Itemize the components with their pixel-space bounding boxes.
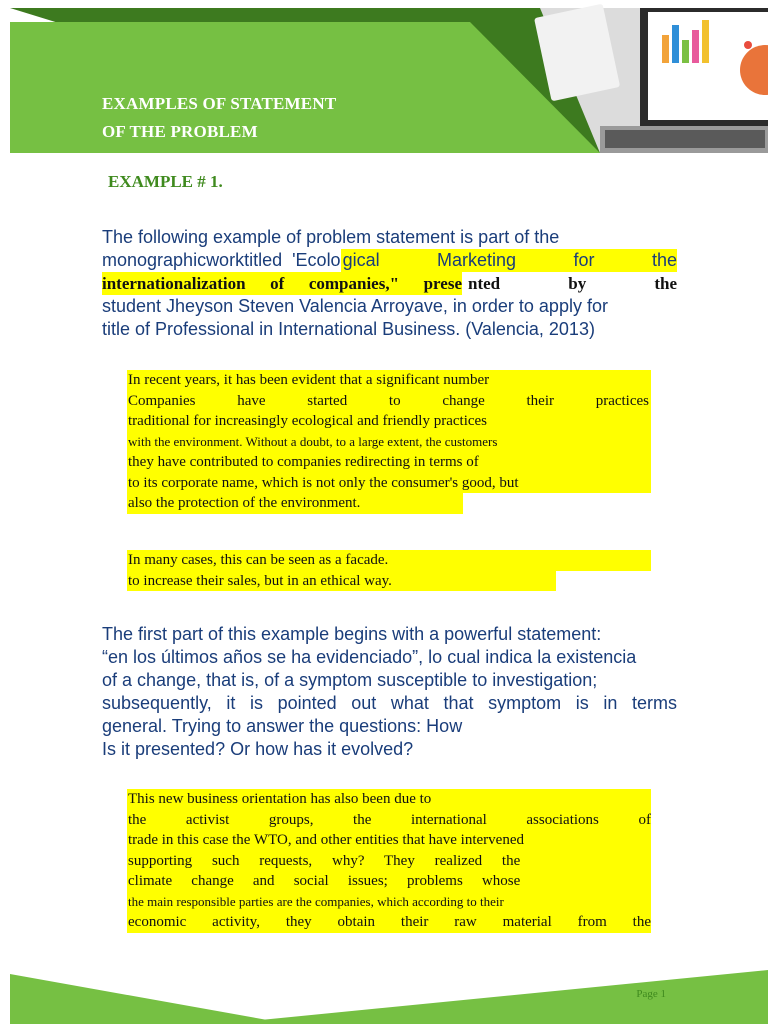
intro-line: title of Professional in International Business. (Valencia, 2013) (102, 319, 595, 339)
analysis-line (102, 692, 677, 715)
quote-line (127, 912, 651, 933)
quote-line (127, 391, 651, 412)
example-label: EXAMPLE # 1. (108, 172, 223, 191)
quote-text: supporting such requests, why? They realized the (128, 852, 521, 869)
quote-line: trade in this case the WTO, and other entities that have intervened (127, 830, 651, 851)
quote-line: to increase their sales, but in an ethical way. (127, 571, 556, 592)
analysis-paragraph (102, 623, 677, 761)
quote-line (127, 550, 651, 571)
intro-word: work (206, 250, 245, 270)
page-title-line2: OF THE PROBLEM (102, 122, 258, 141)
intro-line: student Jheyson Steven Valencia Arroyave, in order to apply for (102, 296, 608, 316)
analysis-line: “en los últimos años se ha evidenciado”, lo cual indica la existencia (102, 647, 637, 667)
highlighted-text: internationalization of companies," prese (102, 274, 462, 293)
header-banner (0, 0, 768, 160)
intro-paragraph (102, 226, 677, 341)
analysis-line: The first part of this example begins with a powerful statement: (102, 624, 602, 644)
quote-line: also the protection of the environment. (127, 493, 463, 514)
quote-text: In many cases, this can be seen as a facade. (128, 552, 389, 568)
quote-line: to its corporate name, which is not only the consumer's good, but (127, 473, 651, 494)
analysis-text: subsequently, it is pointed out what that symptom is in terms (102, 693, 677, 713)
quote-block-2 (127, 550, 651, 591)
page-title-line1: EXAMPLES OF STATEMENT (102, 94, 337, 113)
quote-line: In recent years, it has been evident that a significant number (127, 370, 651, 391)
intro-line: The following example of problem statement is part of the (102, 227, 560, 247)
quote-text: Companies have started to change their practices (128, 392, 649, 409)
quote-line (127, 851, 651, 872)
intro-word: nted by the (468, 274, 677, 293)
intro-word: 'Ecolo (292, 250, 341, 270)
quote-text: economic activity, they obtain their raw material from the (128, 914, 651, 930)
intro-line (102, 272, 677, 295)
example-heading (102, 172, 223, 192)
analysis-line: general. Trying to answer the questions: How (102, 716, 463, 736)
quote-block-1 (127, 370, 651, 514)
quote-line: they have contributed to companies redirecting in terms of (127, 452, 651, 473)
quote-line: with the environment. Without a doubt, to a large extent, the customers (127, 432, 651, 453)
analysis-line: of a change, that is, of a symptom susceptible to investigation; (102, 670, 598, 690)
quote-text: climate change and social issues; problems whose (128, 873, 521, 889)
page-number: Page 1 (636, 988, 666, 1000)
quote-line (127, 871, 651, 892)
quote-line: This new business orientation has also been due to (127, 789, 651, 810)
analysis-line: Is it presented? Or how has it evolved? (102, 739, 414, 759)
highlighted-text: gical Marketing for the (342, 250, 677, 270)
page-title (102, 90, 336, 146)
intro-line (102, 249, 677, 272)
quote-line: the main responsible parties are the companies, which according to their (127, 892, 651, 913)
intro-word: titled (244, 250, 283, 270)
quote-text: the activist groups, the international associations of (128, 811, 651, 828)
intro-word: monographic (102, 250, 207, 270)
quote-block-3 (127, 789, 651, 933)
quote-line (127, 810, 651, 831)
quote-line: traditional for increasingly ecological and friendly practices (127, 411, 651, 432)
